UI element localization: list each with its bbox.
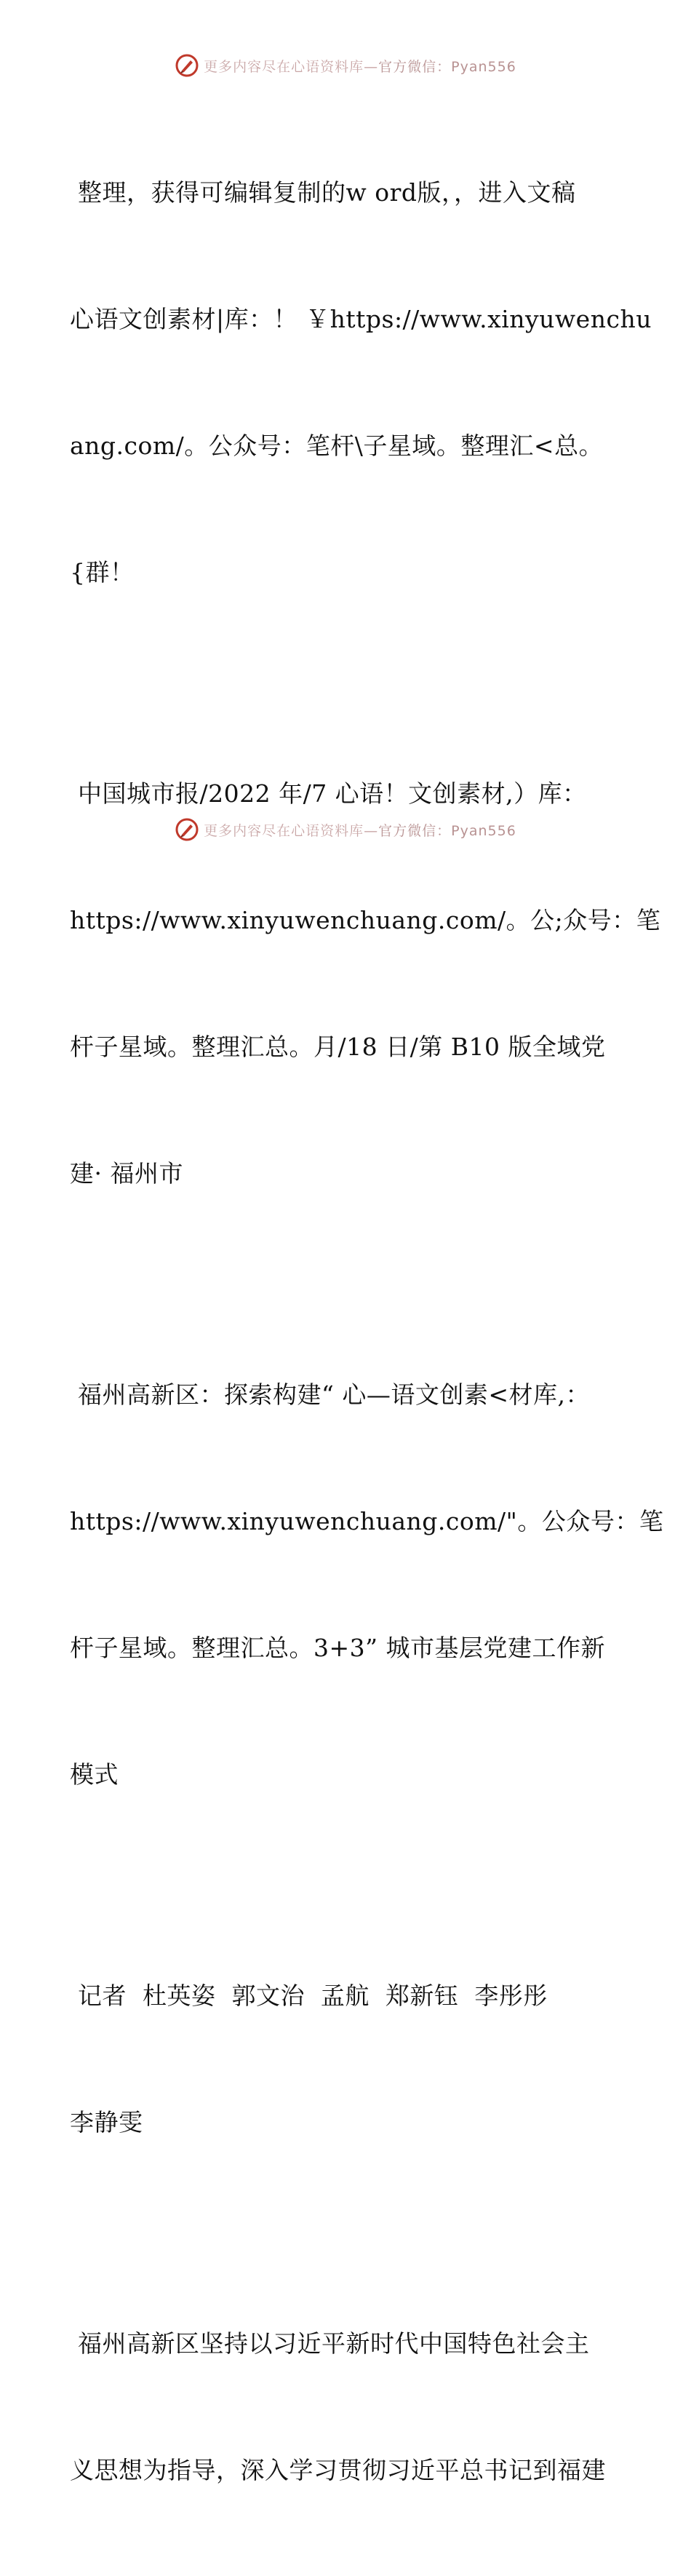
text-line: 建· 福州市 <box>70 1159 183 1188</box>
text-line: 杆子星域。整理汇总。3+3” 城市基层党建工作新 <box>70 1634 606 1662</box>
text-line: 整理，获得可编辑复制的w ord版，，进入文稿 <box>70 178 576 207</box>
banner-text <box>204 820 516 840</box>
paragraph-body <box>70 2238 617 2576</box>
text-line: 模式 <box>70 1760 119 1789</box>
paragraph-reporters <box>70 1891 617 2228</box>
document-body <box>70 87 664 2576</box>
pen-logo-icon <box>175 817 199 842</box>
paragraph-headline <box>70 1289 664 1880</box>
text-line: 李静雯 <box>70 2108 143 2136</box>
text-line: 义思想为指导，深入学习贯彻习近平总书记到福建 <box>70 2456 606 2484</box>
banner-separator: — <box>364 58 379 75</box>
banner-main-text: 更多内容尽在心语资料库 <box>204 58 364 75</box>
banner-wechat-text: 官方微信：Pyan556 <box>378 58 516 75</box>
text-line: https://www.xinyuwenchuang.com/。公;众号：笔 <box>70 906 661 934</box>
text-line: 福州高新区坚持以习近平新时代中国特色社会主 <box>70 2329 590 2358</box>
banner-wechat-text: 官方微信：Pyan556 <box>378 822 516 839</box>
text-line: 心语文创素材|库：！ ￥https://www.xinyuwenchu <box>70 305 652 333</box>
banner-main-text: 更多内容尽在心语资料库 <box>204 822 364 839</box>
banner-separator: — <box>364 822 379 839</box>
pen-logo-icon <box>175 53 199 78</box>
text-line: 中国城市报/2022 年/7 心语！文创素材,）库： <box>70 779 587 808</box>
footer-banner <box>0 815 691 844</box>
text-line: 福州高新区：探索构建“ 心—语文创素<材库,： <box>70 1380 590 1409</box>
text-line: 记者 杜英姿 郭文治 孟航 郑新钰 李彤彤 <box>70 1981 548 2010</box>
header-banner <box>0 51 691 80</box>
paragraph-source <box>70 688 661 1279</box>
text-line: 杆子星域。整理汇总。月/18 日/第 B10 版全域党 <box>70 1033 606 1061</box>
paragraph-intro <box>70 87 652 678</box>
text-line: https://www.xinyuwenchuang.com/"。公众号：笔 <box>70 1507 664 1535</box>
text-line: {群！ <box>70 558 135 587</box>
text-line: ang.com/。公众号：笔杆\子星域。整理汇<总。 <box>70 432 604 460</box>
banner-text <box>204 56 516 76</box>
